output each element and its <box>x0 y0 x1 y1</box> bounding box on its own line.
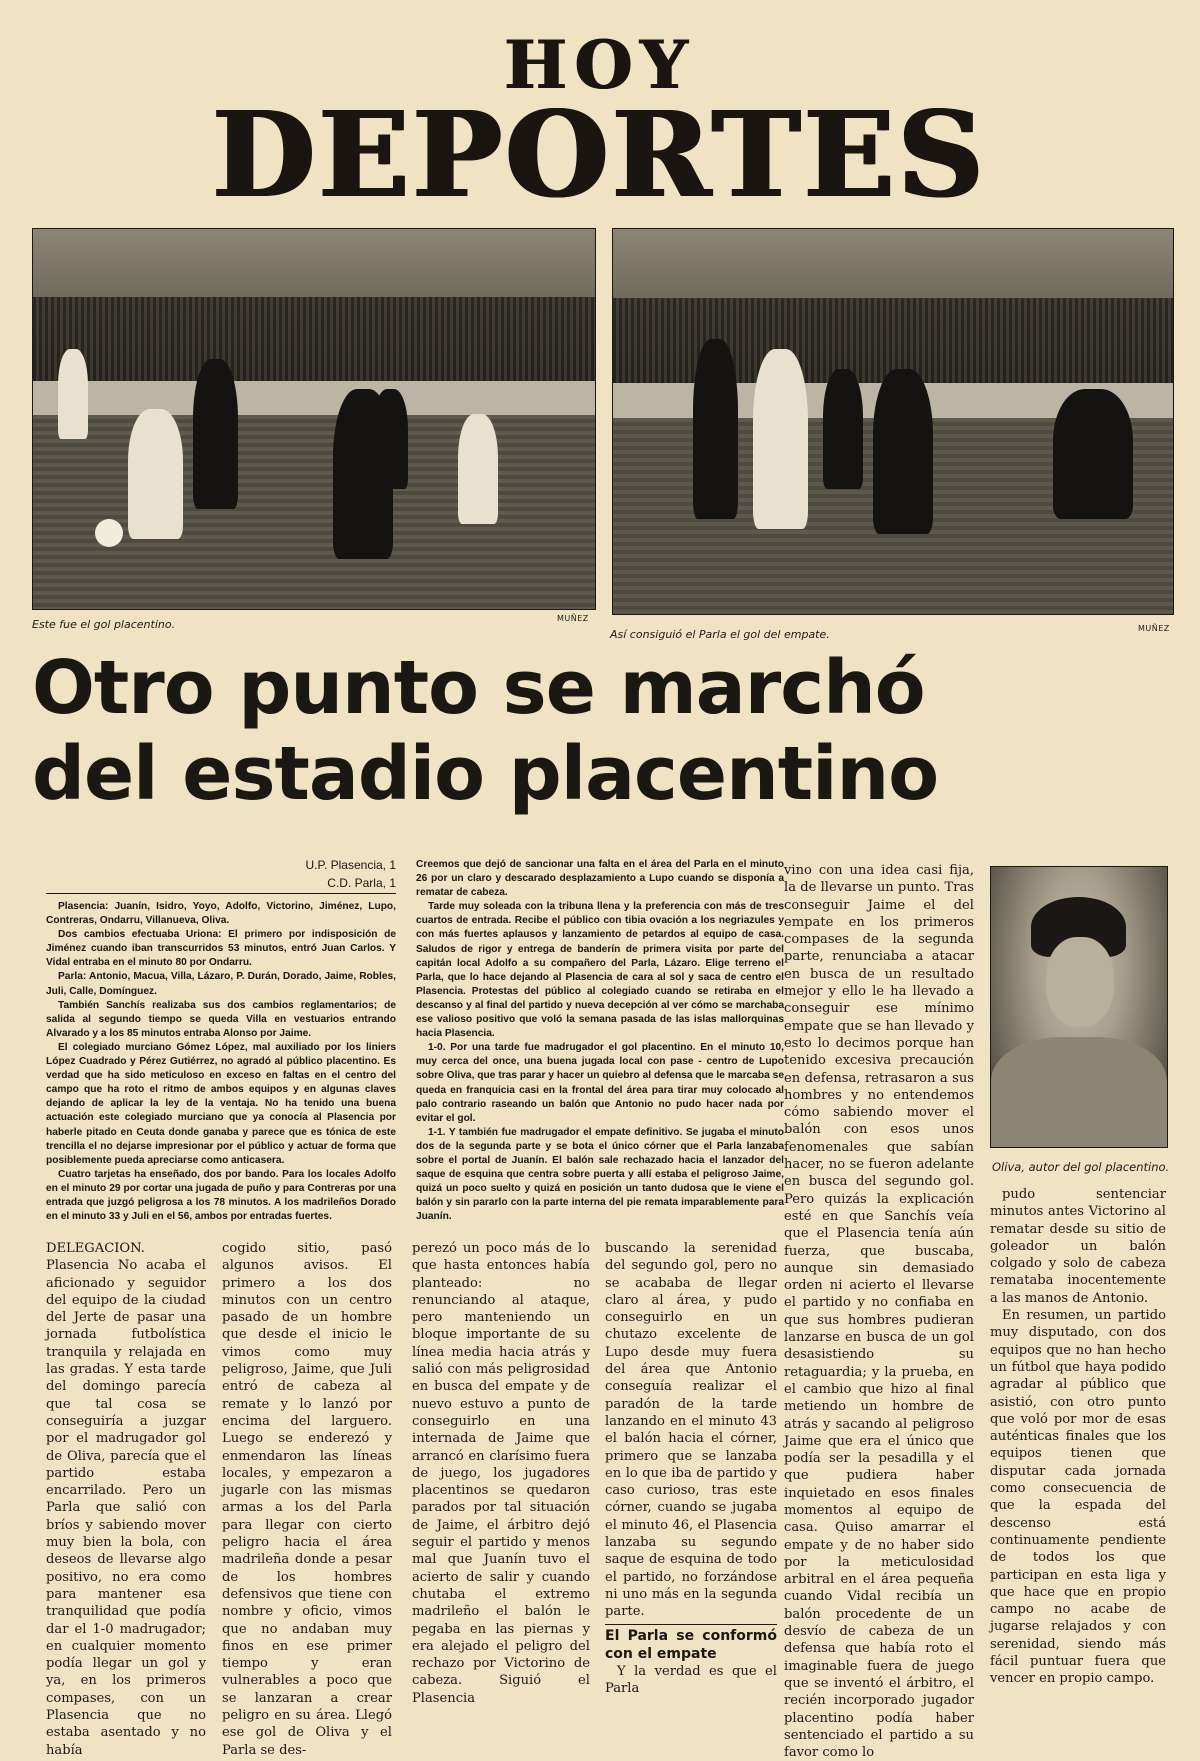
headline-line-2: del estadio placentino <box>32 731 939 817</box>
chronicle-paragraph: 1-0. Por una tarde fue madrugador el gol placentino. En el minuto 10, muy cerca del once, una buena jugada local con pase - centro de Lupo sobre Oliva, que tras parar y hacer un quiebro al defensa que le marcaba se queda en franquicia casi en la frontal del área para tirar muy colocado al palo contrario raseando un balón que Antonio no pudo hacer nada por evitar el gol. <box>416 1042 784 1124</box>
article-text: En resumen, un partido muy disputado, con dos equipos que no han hecho un fútbol que haya podido agradar al público que asistió, con otro punto que voló por mor de esas auténticas finales que los equipos tienen que disputar cada jornada como consecuencia de que la espada del descenso está continuamente pendiente de todos los que participan en esta liga y que hace que en propio campo no acabe de jugarse relajados y con serenidad, siendo más fácil puntuar fuera que vencer en propio campo. <box>990 1308 1166 1687</box>
article-column-3 <box>412 1240 590 1707</box>
article-text: vino con una idea casi fija, la de llevarse un punto. Tras conseguir Jaime el del empate en los primeros compases de la segunda parte, renunciaba a atacar en busca de un resultado mejor y ello le ha llevado a conseguir ese mínimo empate que se han llevado y esto lo decimos porque han tenido excesiva precaución en defensa, retrasaron a sus hombres y no entendemos cómo sabiendo mover el balón con esos unos fenomenales que sabían hacer, no se fueron adelante en busca del segundo gol. Pero quizás la explicación esté en que Sanchís veía que el Plasencia tenía aún fuerza, que buscaba, aunque sin demasiado orden ni acierto el llevarse el partido y no confiaba en que sus hombres pudieran lanzarse en busca de un gol desasistiendo su retaguardia; y la prueba, en el cambio que hizo al final metiendo un hombre de atrás y sacando al peligroso Jaime que era el único que podía ser la pesadilla y el que pudiera haber inquietado en esos finales momentos al equipo de casa. Quiso amarrar el empate y de no haber sido por la meticulosidad arbitral en el área pequeña cuando Vidal recibía un balón procedente de un desvío de cabeza de un defensa que había roto el imaginable fuera de juego que se inventó el árbitro, el recién incorporado jugador placentino podía haber sentenciado el partido a su favor como lo <box>784 863 974 1761</box>
lineup-plasencia: Plasencia: Juanín, Isidro, Yoyo, Adolfo, Victorino, Jiménez, Lupo, Contreras, Ondarru, Villanueva, Oliva. <box>46 901 396 927</box>
substitutions-parla: También Sanchís realizaba sus dos cambios reglamentarios; de salida al segundo tiempo se queda Villa en vestuarios entrando Alvarado y a los 85 minutos entraba Alonso por Jaime. <box>46 999 396 1039</box>
article-column-4 <box>605 1240 777 1697</box>
photo-credit-1: MUÑEZ <box>557 614 589 623</box>
portrait-oliva <box>990 866 1168 1148</box>
score-home: U.P. Plasencia, 1 <box>305 858 396 872</box>
portrait-caption: Oliva, autor del gol placentino. <box>992 1160 1170 1174</box>
chronicle-paragraph: 1-1. Y también fue madrugador el empate definitivo. Se jugaba el minuto dos de la segunda parte y se bota el único córner que el Parla lanzaba sobre el portal de Juanín. El balón sale rechazado hacia el lanzador del saque de esquina que centra sobre puerta y allí estaba el peligroso Jaime, quizá un poco suelto y quizá en posición un tanto dudosa que le viene el balón y sin pararlo con la parte interna del pie remata imparablemente para Juanín. <box>416 1126 784 1223</box>
score-away: C.D. Parla, 1 <box>327 876 396 890</box>
photo-credit-2: MUÑEZ <box>1138 624 1170 633</box>
article-text: DELEGACION. Plasencia No acaba el aficionado y seguidor del equipo de la ciudad del Jerte de pasar una jornada futbolística tranquila y relajada en las gradas. Y esta tarde del domingo parecía que tal cosa se conseguiría a juzgar por el madrugador gol de Oliva, parecía que el partido estaba encarrilado. Pero un Parla que salió con bríos y sabiendo mover muy bien la bola, con deseos de llevarse algo positivo, no era como para mantener esa tranquilidad que podía dar el 1-0 madrugador; en cualquier momento podía llegar un gol y ya, en los primeros compases, con un Plasencia que no estaba asentado y no había <box>46 1241 206 1758</box>
lineups <box>46 900 396 1224</box>
cards-note: Cuatro tarjetas ha enseñado, dos por bando. Para los locales Adolfo en el minuto 29 por cortar una jugada de puño y para Contreras por una entrada que juzgó peligrosa a los 78 minutos. A los madrileños Dorado en el minuto 33 y Juli en el 56, ambos por entradas fuertes. <box>46 1168 396 1223</box>
headline-line-1: Otro punto se marchó <box>32 645 925 731</box>
article-text: perezó un poco más de lo que hasta entonces había planteado: no renunciando al ataque, pero manteniendo un bloque importante de su línea media hacia atrás y salió con más peligrosidad en busca del empate y de nuevo estuvo a punto de conseguirlo en una internada de Jaime que arrancó en clarísimo fuera de juego, los jugadores placentinos se quedaron parados por tal situación de Jaime, el árbitro dejó seguir el partido y menos mal que Juanín tuvo el acierto de salir y cuando chutaba el extremo madrileño el balón le pegaba en las piernas y era alejado el peligro del rechazo por Victorino de cabeza. Siguió el Plasencia <box>412 1241 590 1706</box>
photo-caption-1: Este fue el gol placentino. <box>32 618 176 631</box>
photo-goal-plasencia <box>32 228 596 610</box>
article-column-5 <box>784 862 974 1761</box>
substitutions-plasencia: Dos cambios efectuaba Uriona: El primero por indisposición de Jiménez cuando iban transcurridos 53 minutos, entró Juan Carlos. Y Vidal entraba en el minuto 80 por Ondarru. <box>46 929 396 969</box>
score-block <box>46 856 396 894</box>
article-text: buscando la serenidad del segundo gol, pero no se acababa de llegar claro al área, y pudo conseguirlo en un chutazo excelente de Lupo desde muy fuera del área que Antonio conseguía realizar el paradón de la tarde lanzando en el minuto 43 el balón hacia el córner, primero que se lanzaba en lo que iba de partido y caso curioso, tras este córner, cuando se jugaba el minuto 46, el Plasencia lanzaba su segundo saque de esquina de todo el partido, no forzándose ni uno más en la segunda parte. <box>605 1241 777 1620</box>
lineup-parla: Parla: Antonio, Macua, Villa, Lázaro, P. Durán, Dorado, Jaime, Robles, Juli, Calle, Domínguez. <box>46 971 396 997</box>
match-chronicle <box>416 858 784 1224</box>
article-column-6 <box>990 1186 1166 1688</box>
masthead-hoy: HOY <box>504 26 696 104</box>
article-column-1 <box>46 1240 206 1759</box>
article-subhead: El Parla se conformó con el empate <box>605 1624 777 1663</box>
photo-caption-2: Así consiguió el Parla el gol del empate. <box>610 628 830 641</box>
photo-goal-parla <box>612 228 1174 615</box>
masthead-deportes: DEPORTES <box>212 85 988 224</box>
article-column-2 <box>222 1240 392 1759</box>
chronicle-paragraph: Creemos que dejó de sancionar una falta en el área del Parla en el minuto 26 por un claro y descarado desplazamiento a Lupo cuando se disponía a rematar de cabeza. <box>416 859 784 899</box>
chronicle-paragraph: Tarde muy soleada con la tribuna llena y la preferencia con más de tres cuartos de entrada. Recibe el público con tibia ovación a los negriazules y con más fuertes aplausos y lanzamiento de petardos al equipo de casa. Saludos de rigor y entrega de banderín de primera visita por parte del capitán local Adolfo a su compañero del Parla, Lázaro. Elige terreno el Parla, que lo hace dejando al Plasencia de cara al sol y saca de centro el Plasencia. Protestas del público al colegiado cuando se retiraba en el descanso y al final del partido y nueva decepción al ver cómo se marchaba ese valioso positivo que voló la semana pasada de las islas mallorquinas hacia Plasencia. <box>416 901 784 1040</box>
headline <box>32 645 1032 817</box>
referee-note: El colegiado murciano Gómez López, mal auxiliado por los liniers López Cuadrado y Pérez Gutiérrez, no agradó al público placentino. Es verdad que ha sido meticuloso en exceso en faltas en el centro del campo que ha roto el ritmo de ambos equipos y en algunas claves dejando de aplicar la ley de la ventaja. No ha tenido una buena actuación este colegiado murciano que ya conocía al Plasencia por haberle pitado en Ceuta donde ganaba y parece que es tónica de este trencilla el no dejarse impresionar por el público y actuar de forma que posiblemente pueda apreciarse como anticasera. <box>46 1041 396 1166</box>
match-summary <box>46 856 396 1224</box>
article-text: Y la verdad es que el Parla <box>605 1663 777 1696</box>
article-text: cogido sitio, pasó algunos avisos. El primero a los dos minutos con un centro pasado de un hombre que desde el inicio le vimos como muy peligroso, Jaime, que Juli entró de cabeza al remate y lo lanzó por encima del larguero. Luego se enderezó y enmendaron las líneas locales, y empezaron a jugarle con las mismas armas a los del Parla para llegar con cierto peligro hacia el área madrileña donde a pesar de los hombres defensivos que tiene con nombre y oficio, vimos que no andaban muy finos en ese primer tiempo y eran vulnerables a poco que se lanzaran a crear peligro en su área. Llegó ese gol de Oliva y el Parla se des- <box>222 1241 392 1758</box>
article-text: pudo sentenciar minutos antes Victorino al rematar desde su sitio de goleador un balón colgado y solo de cabeza remataba inocentemente a las manos de Antonio. <box>990 1187 1166 1306</box>
